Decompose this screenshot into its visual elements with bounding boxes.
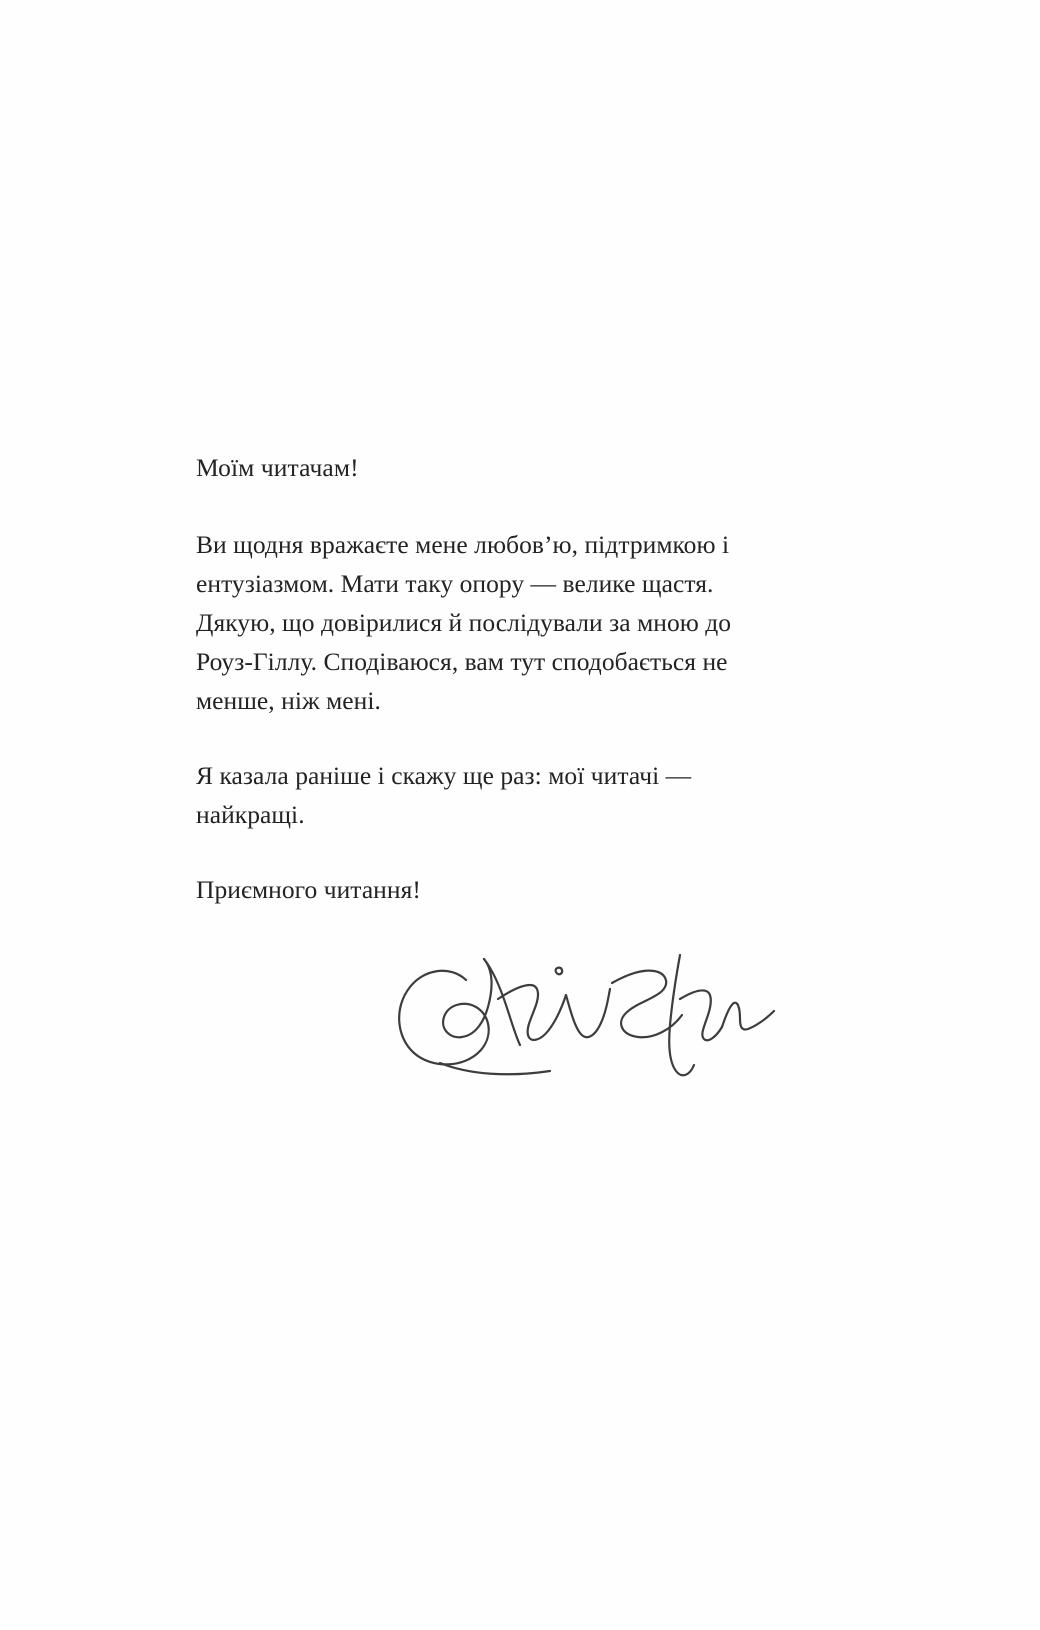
letter-closing-line: Приємного читання!: [196, 874, 421, 904]
letter-to-readers: [196, 455, 796, 909]
letter-paragraph-1: Ви щодня вражаєте мене любов’ю, підтримкою і ентузіазмом. Мати таку опору — велике щастя. Дякую, що довірилися й послідували за мною до Роуз-Гіллу. Сподіваюся, вам тут сподобається не менше, ніж мені.: [196, 529, 732, 715]
letter-paragraph-2: Я казала раніше і скажу ще раз: мої читачі — найкращі.: [196, 760, 692, 829]
letter-salutation: Моїм читачам!: [196, 453, 359, 482]
handwritten-signature-icon: [380, 925, 780, 1115]
